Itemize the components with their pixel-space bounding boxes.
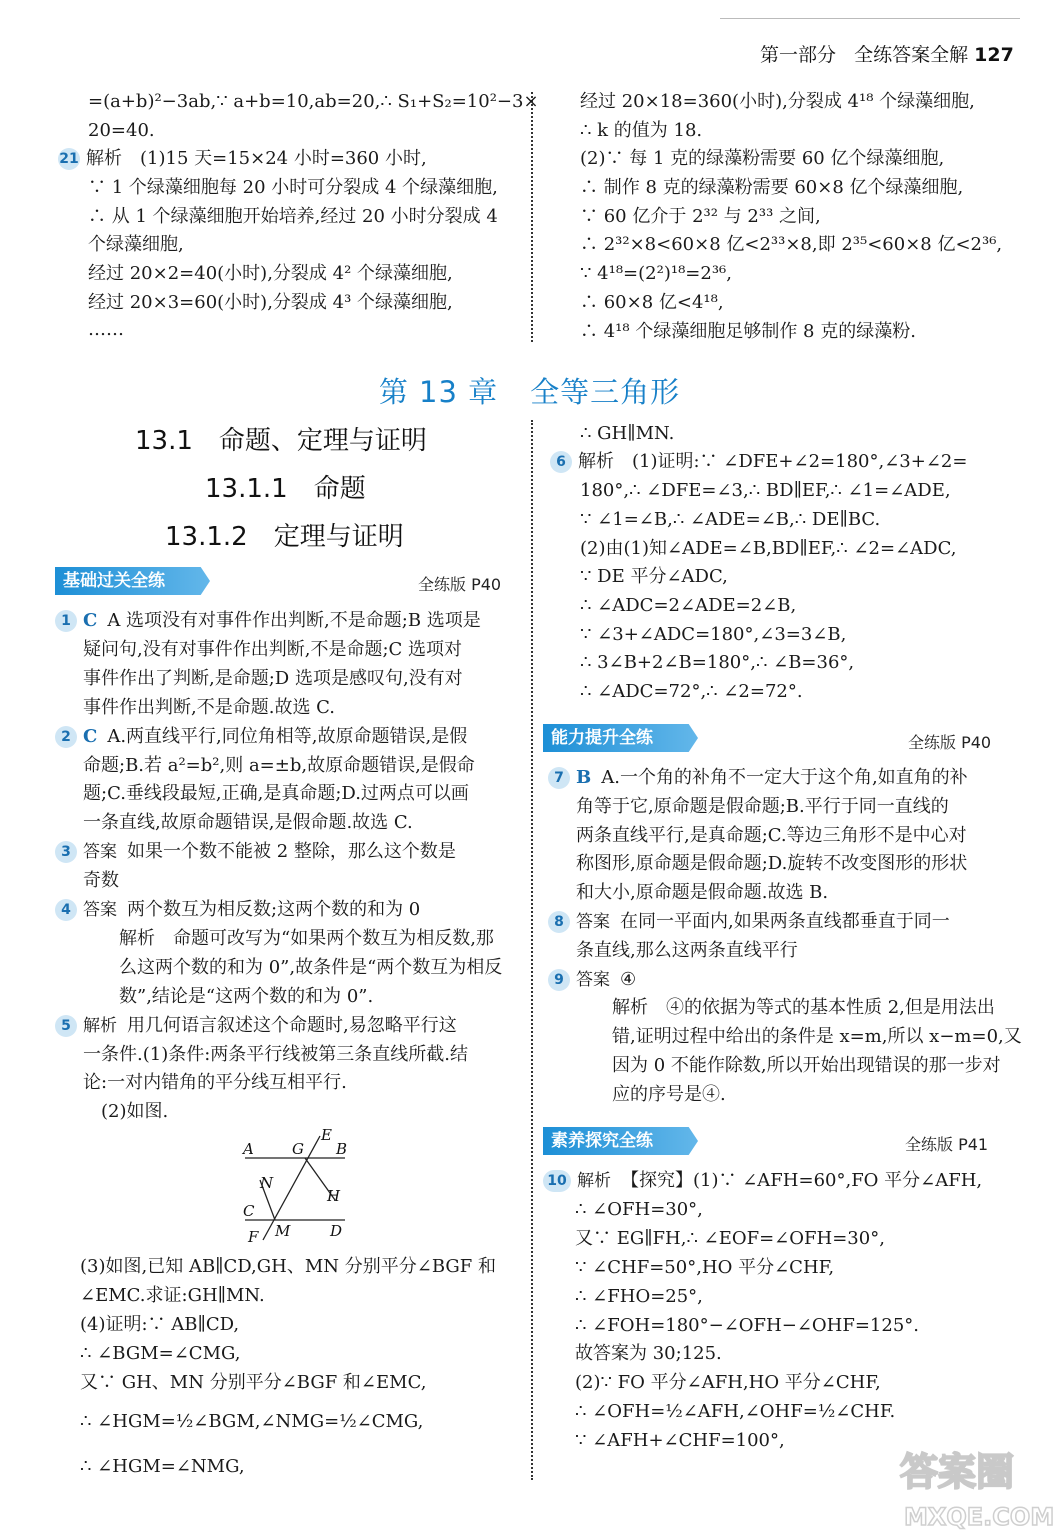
- label-b: B: [336, 1140, 348, 1158]
- answer-text: 又∵ EG∥FH,∴ ∠EOF=∠OFH=30°,: [575, 1227, 885, 1249]
- label-g: G: [292, 1140, 304, 1158]
- right-line: ∴ 3∠B+2∠B=180°,∴ ∠B=36°,: [580, 652, 855, 673]
- top-right-line: ∴ 2³²×8<60×8 亿<2³³×8,即 2³⁵<60×8 亿<2³⁶,: [580, 234, 1003, 255]
- answer-text: 命题;B.若 a²=b²,则 a=±b,故原命题错误,是假命: [83, 754, 475, 776]
- choice-answer: C: [83, 725, 98, 747]
- banner-ref: 全练版 P40: [908, 733, 992, 752]
- answer-text: 条直线,那么这两条直线平行: [576, 939, 798, 961]
- answer-line: [575, 1196, 703, 1224]
- top-left-line: 经过 20×3=60(小时),分裂成 4³ 个绿藻细胞,: [88, 292, 453, 313]
- answer-line: [575, 1283, 703, 1311]
- answer-line: [83, 752, 475, 780]
- question-number: 6: [550, 451, 572, 473]
- proof-line: ∴ ∠BGM=∠CMG,: [80, 1343, 241, 1364]
- proof-line: ∠EMC.求证:GH∥MN.: [80, 1285, 265, 1306]
- label-e: E: [321, 1128, 332, 1144]
- answer-line: [548, 764, 968, 792]
- proof-line: ∴ ∠HGM=∠NMG,: [80, 1456, 245, 1477]
- page-header: [760, 40, 1014, 67]
- proof-line: ∴ ∠HGM=½∠BGM,∠NMG=½∠CMG,: [80, 1411, 424, 1432]
- answer-label: 答案: [576, 969, 610, 990]
- answer-line: [575, 1369, 881, 1397]
- question-number: 21: [58, 148, 80, 170]
- answer-line: [55, 607, 481, 635]
- label-m: M: [275, 1222, 291, 1240]
- right-line: ∵ ∠3+∠ADC=180°,∠3=3∠B,: [580, 624, 847, 645]
- answer-text: A.一个角的补角不一定大于这个角,如直角的补: [601, 767, 968, 788]
- answer-text: 错,证明过程中给出的条件是 x=m,所以 x−m=0,又: [576, 1026, 1022, 1048]
- answer-line: [576, 879, 828, 907]
- answer-text: 和大小,原命题是假命题.故选 B.: [576, 882, 829, 904]
- question-number: 5: [55, 1015, 77, 1037]
- header-title: 全练答案全解: [854, 44, 969, 66]
- answer-line: [576, 937, 798, 965]
- subsection-title: 13.1.2 定理与证明: [165, 522, 404, 552]
- section-title: 13.1 命题、定理与证明: [135, 426, 427, 456]
- answer-line: [83, 780, 469, 808]
- right-line: ∴ GH∥MN.: [580, 423, 675, 444]
- answer-line: [83, 983, 373, 1011]
- answer-text: (2)∵ FO 平分∠AFH,HO 平分∠CHF,: [575, 1372, 881, 1394]
- column-divider-top: [531, 92, 533, 342]
- label-d: D: [330, 1222, 343, 1240]
- answer-line: [83, 636, 462, 664]
- answer-text: 一条直线,故原命题错误,是假命题.故选 C.: [83, 812, 413, 834]
- answer-line: [83, 867, 119, 895]
- answer-label: 答案: [83, 842, 117, 863]
- chapter-title: [0, 370, 1059, 411]
- top-left-line: 个绿藻细胞,: [88, 234, 184, 255]
- answer-text: 因为 0 不能作除数,所以开始出现错误的那一步对: [576, 1055, 1001, 1076]
- proof-line: 又∵ GH、MN 分别平分∠BGF 和∠EMC,: [80, 1372, 427, 1393]
- label-h: H: [327, 1187, 341, 1205]
- right-line: ∵ DE 平分∠ADC,: [580, 566, 728, 587]
- answer-text: 应的序号是④.: [576, 1083, 726, 1105]
- header-section: 第一部分: [760, 44, 837, 66]
- q6-line: 6 解析 (1)证明:∵ ∠DFE+∠2=180°,∠3+∠2=: [550, 448, 967, 476]
- header-rule: [720, 18, 1020, 19]
- banner-basic: 基础过关全练: [55, 567, 165, 595]
- answer-text: 疑问句,没有对事件作出判断,不是命题;C 选项对: [83, 638, 462, 660]
- answer-line: [83, 1041, 468, 1069]
- question-number: 2: [55, 726, 77, 748]
- answer-line: [576, 1023, 1022, 1051]
- answer-text: 如果一个数不能被 2 整除，那么这个数是: [127, 841, 456, 863]
- answer-text: 两条直线平行,是真命题;C.等边三角形不是中心对: [576, 824, 967, 846]
- answer-line: [83, 954, 502, 982]
- top-left-line: ∵ 1 个绿藻细胞每 20 小时可分裂成 4 个绿藻细胞,: [88, 177, 498, 198]
- answer-line: [576, 994, 995, 1022]
- answer-text: ④: [620, 968, 637, 990]
- proof-line: (4)证明:∵ AB∥CD,: [80, 1314, 240, 1335]
- answer-line: [55, 896, 420, 924]
- answer-text: ∵ ∠AFH+∠CHF=100°,: [575, 1430, 785, 1452]
- top-left-line: 20=40.: [88, 120, 155, 141]
- right-line: ∴ ∠ADC=2∠ADE=2∠B,: [580, 595, 797, 616]
- answer-label: 解析: [83, 1015, 117, 1036]
- answer-text: ∴ ∠OFH=½∠AFH,∠OHF=½∠CHF.: [575, 1401, 896, 1423]
- top-right-line: ∵ 60 亿介于 2³² 与 2³³ 之间,: [580, 206, 821, 227]
- top-left-line: ∴ 从 1 个绿藻细胞开始培养,经过 20 小时分裂成 4: [88, 206, 498, 227]
- answer-text: 解析 ④的依据为等式的基本性质 2,但是用法出: [576, 997, 995, 1019]
- banner-ref: 全练版 P41: [905, 1135, 989, 1154]
- label-f: F: [248, 1228, 259, 1246]
- answer-line: [55, 1012, 457, 1040]
- answer-line: [575, 1312, 919, 1340]
- answer-line: [83, 925, 494, 953]
- answer-line: [548, 908, 950, 936]
- right-line: ∵ ∠1=∠B,∴ ∠ADE=∠B,∴ DE∥BC.: [580, 509, 881, 530]
- answer-text: 【探究】(1)∵ ∠AFH=60°,FO 平分∠AFH,: [621, 1170, 983, 1191]
- answer-line: [83, 1069, 347, 1097]
- top-right-line: ∴ 4¹⁸ 个绿藻细胞足够制作 8 克的绿藻粉.: [580, 321, 916, 342]
- question-number: 9: [548, 969, 570, 991]
- answer-text: 在同一平面内,如果两条直线都垂直于同一: [620, 911, 950, 932]
- question-number: 3: [55, 841, 77, 863]
- answer-text: 事件作出了判断,是命题;D 选项是感叹句,没有对: [83, 667, 463, 689]
- right-line: ∴ ∠ADC=72°,∴ ∠2=72°.: [580, 681, 803, 702]
- answer-line: [83, 665, 463, 693]
- answer-line: [83, 1098, 168, 1126]
- question-number: 8: [548, 911, 570, 933]
- chapter-number: 第 13 章: [378, 375, 499, 409]
- question-number: 4: [55, 899, 77, 921]
- answer-line: [576, 822, 967, 850]
- answer-text: 事件作出判断,不是命题.故选 C.: [83, 696, 336, 718]
- watermark-url: MXQE.COM: [904, 1503, 1055, 1531]
- column-divider-bottom: [531, 420, 533, 1480]
- right-line: (2)由(1)知∠ADE=∠B,BD∥EF,∴ ∠2=∠ADC,: [580, 538, 957, 559]
- answer-line: [576, 850, 967, 878]
- answer-label: 答案: [83, 900, 117, 920]
- answer-text: 题;C.垂线段最短,正确,是真命题;D.过两点可以画: [83, 783, 469, 805]
- answer-line: [575, 1427, 785, 1455]
- answer-line: [83, 694, 335, 722]
- answer-label: 答案: [576, 912, 610, 932]
- answer-line: [576, 793, 949, 821]
- top-right-line: ∴ 60×8 亿<4¹⁸,: [580, 292, 724, 313]
- answer-text: 论:一对内错角的平分线互相平行.: [83, 1072, 347, 1094]
- label-c: C: [243, 1202, 255, 1220]
- answer-label: 解析: [577, 1171, 611, 1191]
- answer-text: ∴ ∠OFH=30°,: [575, 1198, 703, 1220]
- question-number: 7: [548, 767, 570, 789]
- answer-line: [575, 1225, 885, 1253]
- question-number: 10: [543, 1170, 571, 1192]
- top-right-line: ∵ 4¹⁸=(2²)¹⁸=2³⁶,: [580, 263, 732, 284]
- watermark-text: 答案圈: [900, 1450, 1015, 1494]
- answer-text: 一条件.(1)条件:两条平行线被第三条直线所截.结: [83, 1043, 469, 1065]
- answer-text: A.两直线平行,同位角相等,故原命题错误,是假: [107, 725, 468, 747]
- label-n: N: [260, 1174, 274, 1192]
- answer-line: [55, 723, 467, 751]
- proof-line: (3)如图,已知 AB∥CD,GH、MN 分别平分∠BGF 和: [80, 1256, 496, 1277]
- answer-text: A 选项没有对事件作出判断,不是命题;B 选项是: [107, 610, 481, 631]
- banner-ability: 能力提升全练: [543, 724, 653, 752]
- top-right-line: (2)∵ 每 1 克的绿藻粉需要 60 亿个绿藻细胞,: [580, 148, 945, 169]
- answer-text: 故答案为 30;125.: [575, 1343, 722, 1365]
- watermark-logo: [890, 1440, 1055, 1535]
- answer-line: [576, 1052, 1001, 1080]
- answer-text: ∵ ∠CHF=50°,HO 平分∠CHF,: [575, 1256, 835, 1278]
- answer-text: 两个数互为相反数;这两个数的和为 0: [127, 899, 421, 920]
- answer-text: 数”,结论是“这两个数的和为 0”.: [83, 985, 374, 1007]
- answer-text: 用几何语言叙述这个命题时,易忽略平行这: [127, 1014, 457, 1036]
- top-right-line: ∴ 制作 8 克的绿藻粉需要 60×8 亿个绿藻细胞,: [580, 177, 964, 198]
- geometry-figure: [235, 1128, 355, 1248]
- answer-text: 角等于它,原命题是假命题;B.平行于同一直线的: [576, 795, 949, 817]
- label-a: A: [243, 1140, 254, 1158]
- answer-text: 解析 命题可改写为“如果两个数互为相反数,那: [83, 927, 494, 949]
- answer-line: [575, 1340, 722, 1368]
- top-left-line: ……: [88, 319, 124, 340]
- banner-ref: 全练版 P40: [418, 575, 502, 594]
- top-right-line: 经过 20×18=360(小时),分裂成 4¹⁸ 个绿藻细胞,: [580, 91, 975, 112]
- answer-line: [576, 1081, 726, 1109]
- right-line: 180°,∴ ∠DFE=∠3,∴ BD∥EF,∴ ∠1=∠ADE,: [580, 480, 951, 501]
- top-left-line: =(a+b)²−3ab,∵ a+b=10,ab=20,∴ S₁+S₂=10²−3×: [88, 91, 539, 112]
- question-number: 1: [55, 610, 77, 632]
- answer-line: [548, 966, 636, 994]
- q21-line: 21 解析 (1)15 天=15×24 小时=360 小时,: [59, 148, 427, 169]
- answer-line: [543, 1167, 982, 1195]
- answer-line: [575, 1398, 895, 1426]
- answer-line: [83, 809, 413, 837]
- answer-text: 称图形,原命题是假命题;D.旋转不改变图形的形状: [576, 853, 968, 875]
- answer-text: 奇数: [83, 870, 119, 892]
- answer-line: [55, 838, 456, 866]
- chapter-name: 全等三角形: [530, 375, 681, 409]
- answer-text: (2)如图.: [83, 1101, 169, 1123]
- banner-literacy: 素养探究全练: [543, 1127, 653, 1155]
- answer-line: [575, 1254, 834, 1282]
- answer-text: 么这两个数的和为 0”,故条件是“两个数互为相反: [83, 956, 503, 978]
- subsection-title: 13.1.1 命题: [205, 474, 366, 504]
- choice-answer: B: [576, 767, 592, 788]
- top-right-line: ∴ k 的值为 18.: [580, 120, 703, 141]
- answer-text: ∴ ∠FHO=25°,: [575, 1285, 703, 1307]
- page-number: 127: [974, 44, 1014, 66]
- choice-answer: C: [83, 610, 98, 631]
- top-left-line: 经过 20×2=40(小时),分裂成 4² 个绿藻细胞,: [88, 263, 453, 284]
- answer-text: ∴ ∠FOH=180°−∠OFH−∠OHF=125°.: [575, 1314, 920, 1336]
